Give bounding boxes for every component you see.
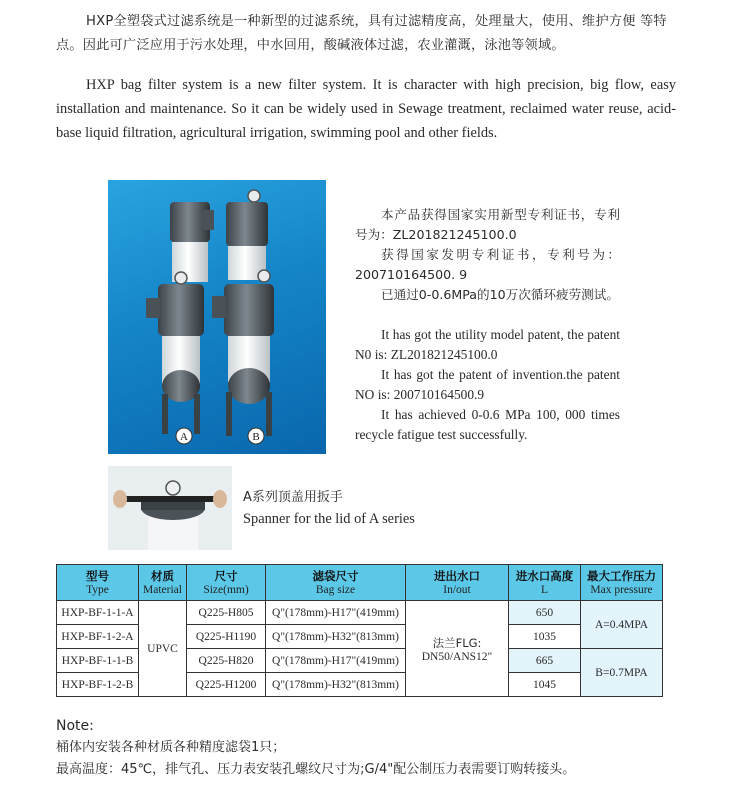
cell-size: Q225-H1200 — [187, 673, 266, 697]
header-material: 材质 Material — [139, 565, 187, 601]
cell-bag-size: Q"(178mm)-H32"(813mm) — [266, 673, 406, 697]
cell-size: Q225-H805 — [187, 601, 266, 625]
product-photo — [108, 180, 326, 454]
header-bag-size: 滤袋尺寸 Bag size — [266, 565, 406, 601]
patent-invention-en: It has got the patent of invention.the patent NO is: 200710164500.9 — [355, 367, 620, 402]
cell-bag-size: Q"(178mm)-H32"(813mm) — [266, 625, 406, 649]
header-size: 尺寸 Size(mm) — [187, 565, 266, 601]
note-line-2: 最高温度：45℃，排气孔、压力表安装孔螺纹尺寸为;G/4"配公制压力表需要订购转接头。 — [56, 762, 576, 777]
cell-bag-size: Q"(178mm)-H17"(419mm) — [266, 649, 406, 673]
spanner-caption-en: Spanner for the lid of A series — [243, 511, 415, 527]
header-inout: 进出水口 In/out — [406, 565, 509, 601]
intro-english-paragraph: HXP bag filter system is a new filter system. It is character with high precision, big flow, easy installation and maintenance. So it can be widely used in Sewage treatment, reclaimed water reuse, acid-base liquid filtration, agricultural irrigation, swimming pool and other fields. — [56, 77, 676, 141]
spanner-caption-cn: A系列顶盖用扳手 — [243, 490, 343, 505]
note-block — [56, 715, 575, 781]
header-inlet-height: 进水口高度 L — [509, 565, 581, 601]
table-row — [57, 601, 663, 625]
cell-inlet-height: 1035 — [509, 625, 581, 649]
inout-cn: 法兰FLG: — [432, 635, 482, 650]
spanner-illustration — [108, 466, 232, 550]
cell-type: HXP-BF-1-2-B — [57, 673, 139, 697]
patent-utility-cn: 本产品获得国家实用新型专利证书，专利号为：ZL201821245100.0 — [355, 207, 620, 242]
inout-en: DN50/ANS12" — [421, 650, 493, 663]
patent-text-block — [355, 205, 620, 445]
unit-b-label: B — [252, 431, 260, 443]
note-title: Note: — [56, 718, 94, 734]
cell-pressure-a: A=0.4MPA — [581, 601, 663, 649]
cell-type: HXP-BF-1-1-B — [57, 649, 139, 673]
cell-type: HXP-BF-1-2-A — [57, 625, 139, 649]
cell-inlet-height: 665 — [509, 649, 581, 673]
cell-bag-size: Q"(178mm)-H17"(419mm) — [266, 601, 406, 625]
cell-size: Q225-H1190 — [187, 625, 266, 649]
bag-filter-illustration — [108, 180, 326, 454]
cell-pressure-b: B=0.7MPA — [581, 649, 663, 697]
cell-inlet-height: 1045 — [509, 673, 581, 697]
fatigue-test-cn: 已通过0-0.6MPa的10万次循环疲劳测试。 — [381, 287, 619, 302]
intro-chinese-paragraph: HXP全塑袋式过滤系统是一种新型的过滤系统，具有过滤精度高，处理量大，使用、维护方便 等特点。因此可广泛应用于污水处理，中水回用，酸碱液体过滤，农业灌溉，泳池等领域。 — [56, 14, 667, 53]
unit-a-label: A — [180, 431, 188, 443]
patent-utility-en: It has got the utility model patent, the patent N0 is: ZL201821245100.0 — [355, 327, 620, 362]
fatigue-test-en: It has achieved 0-0.6 MPa 100, 000 times recycle fatigue test successfully. — [355, 407, 620, 442]
cell-size: Q225-H820 — [187, 649, 266, 673]
table-header-row — [57, 565, 663, 601]
cell-material: UPVC — [139, 601, 187, 697]
patent-invention-cn: 获得国家发明专利证书，专利号为：200710164500. 9 — [355, 247, 620, 282]
cell-type: HXP-BF-1-1-A — [57, 601, 139, 625]
header-max-pressure: 最大工作压力 Max pressure — [581, 565, 663, 601]
cell-inlet-height: 650 — [509, 601, 581, 625]
spanner-photo — [108, 466, 232, 550]
header-type: 型号 Type — [57, 565, 139, 601]
note-line-1: 桶体内安装各种材质各种精度滤袋1只； — [56, 740, 286, 755]
cell-inout — [406, 601, 509, 697]
spec-table — [56, 564, 663, 697]
